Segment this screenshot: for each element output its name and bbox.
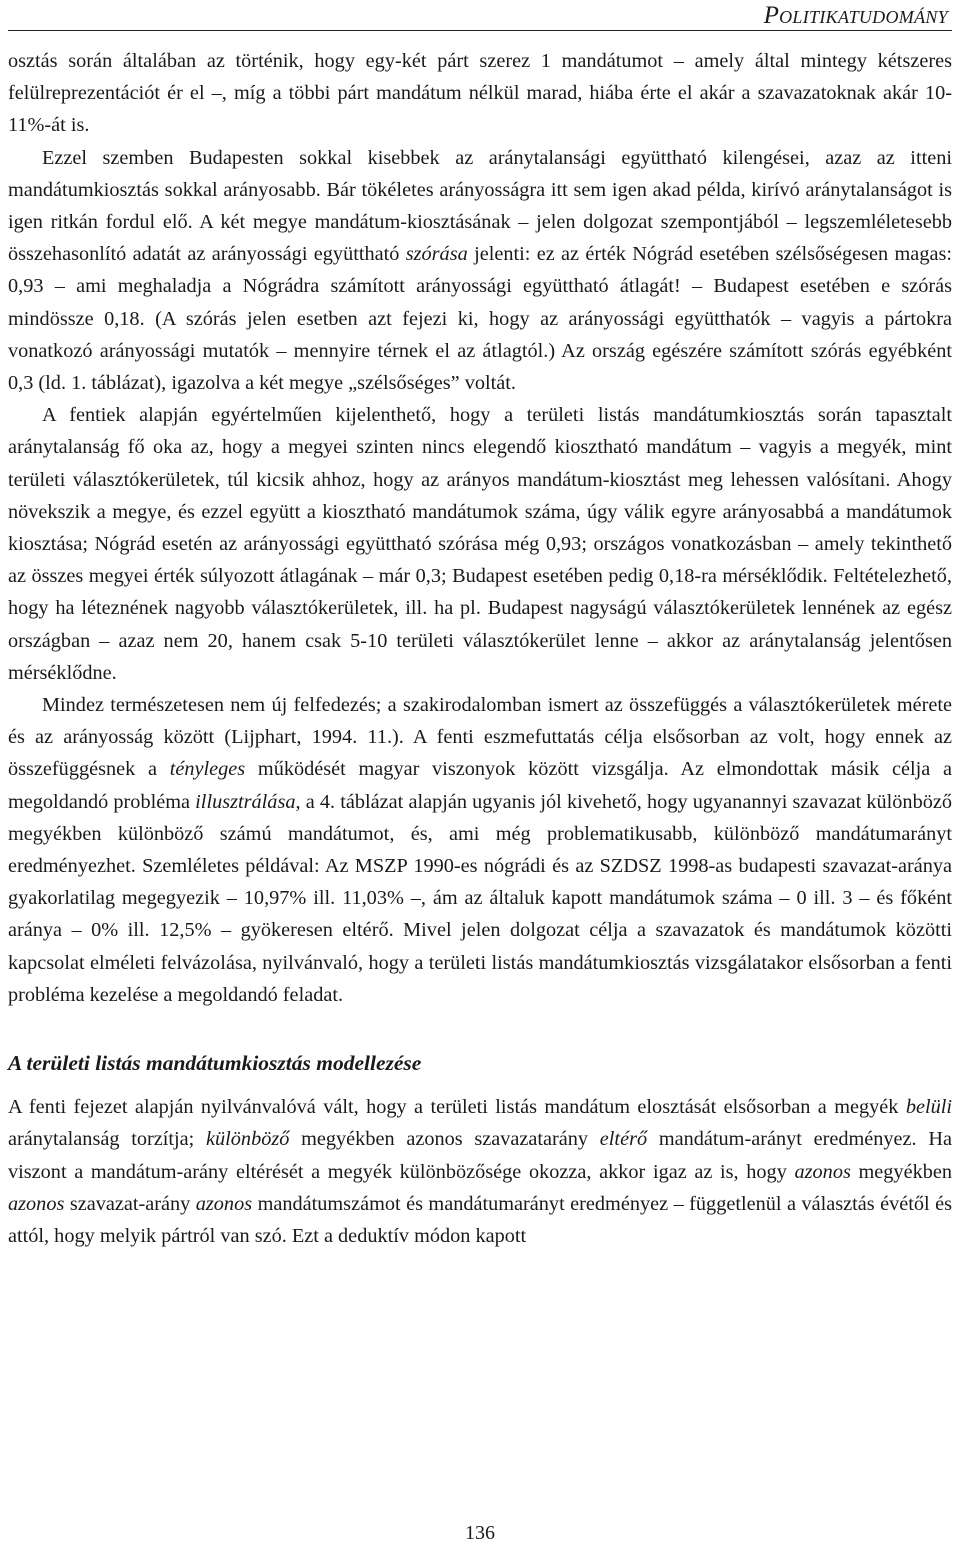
emphasized-text: azonos: [794, 1160, 851, 1183]
emphasized-text: eltérő: [599, 1128, 648, 1151]
emphasized-text: illusztrálása: [195, 790, 296, 813]
text-run: működését magyar viszonyok között vizsgálja. Az elmondottak másik célja a megoldandó probléma: [8, 758, 952, 813]
paragraph: [8, 399, 952, 689]
section-paragraph-group: [8, 1091, 952, 1252]
paragraph-group: [8, 45, 952, 1011]
running-header: [8, 0, 952, 31]
section-heading: A területi listás mandátumkiosztás modellezése: [8, 1051, 422, 1076]
emphasized-text: azonos: [8, 1192, 65, 1215]
text-run: Ezzel szemben Budapesten sokkal kisebbek az aránytalansági együttható kilengései, azaz az itteni mandátumkiosztás sokkal arányosabb. Bár tökéletes arányosságra itt sem igen akad példa, kirívó aránytalanságot is igen ritkán fordul elő. A két megye mandátum-kiosztásának – jelen dolgozat szempontjából – legszemléletesebb összehasonlító adatát az arányossági együttható: [8, 146, 952, 266]
emphasized-text: különböző: [206, 1128, 290, 1151]
emphasized-text: azonos: [195, 1192, 253, 1215]
emphasized-text: tényleges: [169, 758, 246, 781]
text-run: mandátum-arányt eredményez. Ha viszont a mandátum-arány eltérését a megyék különbözősége okozza, akkor igaz az is, hogy: [8, 1128, 952, 1183]
text-run: jelenti: ez az érték Nógrád esetében szélsőségesen magas: 0,93 – ami meghaladja a Nógrádra számított arányossági együttható átlagát! – Budapest esetében e szórás mindössze 0,18. (A szórás jelen esetben azt fejezi ki, hogy az arányossági együtthatók – vagyis a pártokra vonatkozó arányossági mutatók – mennyire térnek el az átlagtól.) Az ország egészére számított szórás egyébként 0,3 (ld. 1. táblázat), igazolva a két megye „szélsőséges” voltát.: [8, 243, 952, 395]
text-run: mandátumszámot és mandátumarányt eredményez – függetlenül a választás évétől és attól, hogy melyik pártról van szó. Ezt a deduktív módon kapott: [8, 1192, 952, 1247]
text-run: aránytalanság torzítja;: [8, 1128, 207, 1151]
body-text: [8, 45, 952, 1252]
paragraph: [8, 1091, 952, 1252]
paragraph: [8, 45, 952, 142]
emphasized-text: szórása: [405, 243, 468, 266]
emphasized-text: belüli: [905, 1096, 952, 1119]
text-run: osztás során általában az történik, hogy egy-két párt szerez 1 mandátumot – amely által mintegy kétszeres felülreprezentációt ér el –, míg a többi párt mandátum nélkül marad, hiába érte el akár a szavazatoknak akár 10-11%-át is.: [8, 50, 952, 137]
text-run: megyékben: [850, 1160, 952, 1183]
page-number: 136: [465, 1522, 495, 1544]
text-run: szavazat-arány: [64, 1192, 196, 1215]
text-run: A fenti fejezet alapján nyilvánvalóvá vált, hogy a területi listás mandátum elosztását elsősorban a megyék: [8, 1096, 906, 1119]
paragraph: [8, 689, 952, 1011]
text-run: Mindez természetesen nem új felfedezés; a szakirodalomban ismert az összefüggés a választókerületek mérete és az arányosság között (Lijphart, 1994. 11.). A fenti eszmefuttatás célja elsősorban az volt, hogy ennek az összefüggésnek a: [8, 694, 952, 781]
text-run: megyékben azonos szavazatarány: [289, 1128, 600, 1151]
text-run: , a 4. táblázat alapján ugyanis jól kivehető, hogy ugyanannyi szavazat különböző megyékben különböző számú mandátumot, és, ami még problematikusabb, különböző mandátumarányt eredményezhet. Szemléletes példával: Az MSZP 1990-es nógrádi és az SZDSZ 1998-as budapesti szavazat-aránya gyakorlatilag megegyezik – 10,97% ill. 11,03% –, ám az általuk kapott mandátumok száma – 0 ill. 3 – és főként aránya – 0% ill. 12,5% – gyökeresen eltérő. Mivel jelen dolgozat célja a szavazatok és mandátumok közötti kapcsolat elméleti felvázolása, nyilvánvaló, hogy a területi listás mandátumkiosztás vizsgálatakor elsősorban a fenti probléma kezelése a megoldandó feladat.: [8, 790, 952, 1006]
journal-title: Politikatudomány: [763, 2, 948, 29]
paragraph: [8, 142, 952, 400]
text-run: A fentiek alapján egyértelműen kijelenthető, hogy a területi listás mandátumkiosztás során tapasztalt aránytalanság fő oka az, hogy a megyei szinten nincs elegendő kiosztható mandátum – vagyis a megyék, mint területi választókerületek, túl kicsik ahhoz, hogy az arányos mandátum-kiosztást meg lehessen valósítani. Ahogy növekszik a megye, és ezzel együtt a kiosztható mandátumok száma, úgy válik egyre arányosabbá a mandátumok kiosztása; Nógrád esetén az arányossági együttható szórása még 0,93; országos vonatkozásban – amely tekinthető az összes megyei érték súlyozott átlagának – már 0,3; Budapest esetében pedig 0,18-ra mérséklődik. Feltételezhető, hogy ha léteznének nagyobb választókerületek, ill. ha pl. Budapest nagyságú választókerületek lennének az egész országban – azaz nem 20, hanem csak 5-10 területi választókerület lenne – akkor az aránytalanság jelentősen mérséklődne.: [8, 404, 952, 684]
